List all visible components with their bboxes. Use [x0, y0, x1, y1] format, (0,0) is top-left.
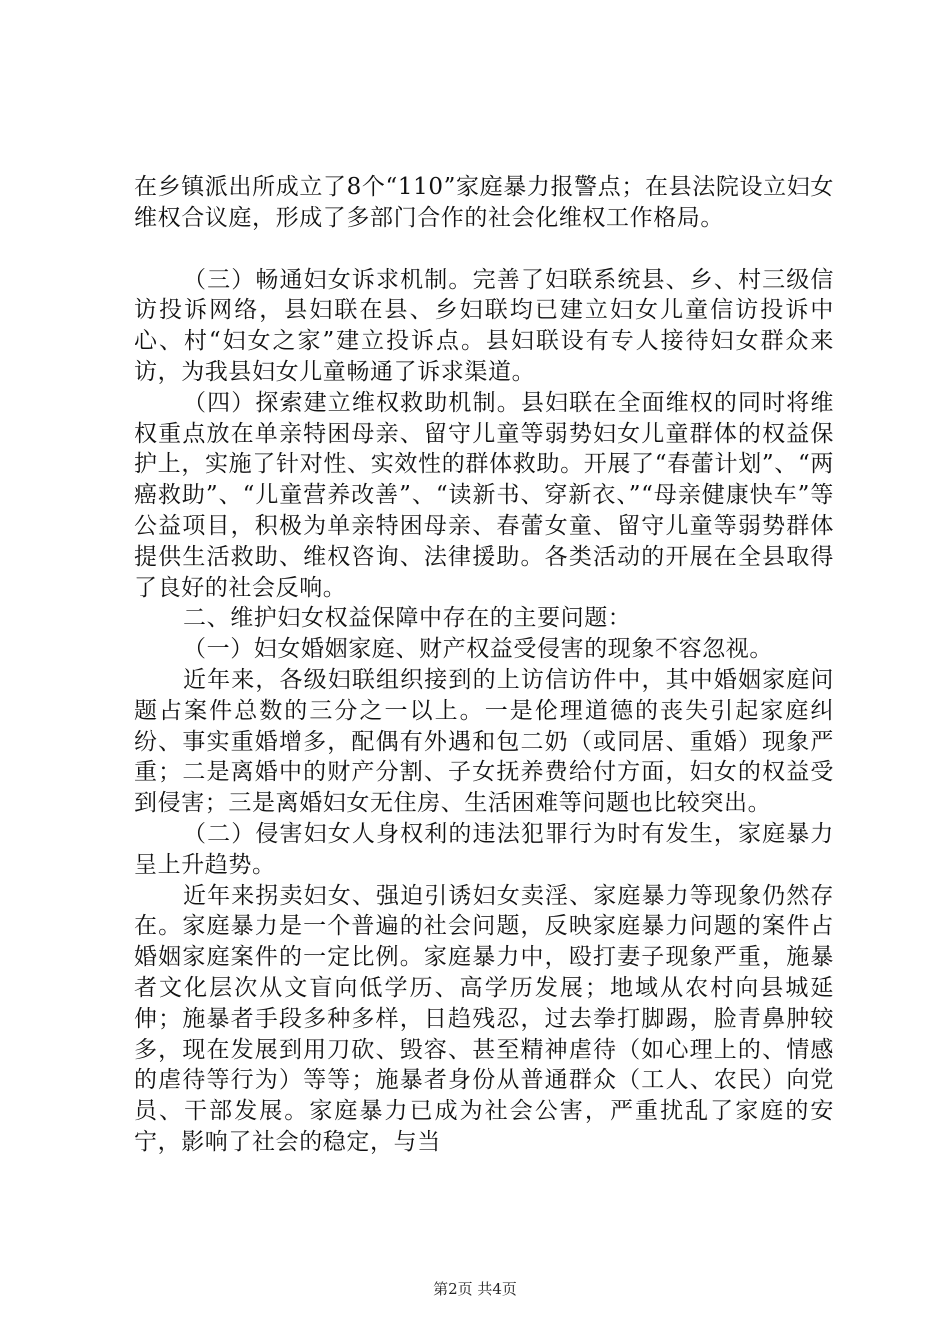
subheading-problem-2: （二）侵害妇女人身权利的违法犯罪行为时有发生，家庭暴力呈上升趋势。	[134, 820, 834, 878]
paragraph-section-4: （四）探索建立维权救助机制。县妇联在全面维权的同时将维权重点放在单亲特困母亲、留守儿童等弱势妇女儿童群体的权益保护上，实施了针对性、实效性的群体救助。开展了“春蕾计划”、“两癌救助”、“儿童营养改善”、“读新书、穿新衣、”“母亲健康快车”等公益项目，积极为单亲特困母亲、春蕾女童、留守儿童等弱势群体提供生活救助、维权咨询、法律援助。各类活动的开展在全县取得了良好的社会反响。	[134, 389, 834, 601]
paragraph-section-3: （三）畅通妇女诉求机制。完善了妇联系统县、乡、村三级信访投诉网络，县妇联在县、乡妇联均已建立妇女儿童信访投诉中心、村“妇女之家”建立投诉点。县妇联设有专人接待妇女群众来访，为我县妇女儿童畅通了诉求渠道。	[134, 266, 834, 385]
paragraph-problem-2: 近年来拐卖妇女、强迫引诱妇女卖淫、家庭暴力等现象仍然存在。家庭暴力是一个普遍的社会问题，反映家庭暴力问题的案件占婚姻家庭案件的一定比例。家庭暴力中，殴打妻子现象严重，施暴者文化层次从文盲向低学历、高学历发展；地域从农村向县城延伸；施暴者手段多种多样，日趋残忍，过去拳打脚踢，脸青鼻肿较多，现在发展到用刀砍、毁容、甚至精神虐待（如心理上的、情感的虐待等行为）等等；施暴者身份从普通群众（工人、农民）向党员、干部发展。家庭暴力已成为社会公害，严重扰乱了家庭的安宁，影响了社会的稳定，与当	[134, 882, 834, 1155]
heading-main-problems: 二、维护妇女权益保障中存在的主要问题：	[183, 605, 632, 632]
paragraph-problem-1: 近年来，各级妇联组织接到的上访信访件中，其中婚姻家庭问题占案件总数的三分之一以上。一是伦理道德的丧失引起家庭纠纷、事实重婚增多，配偶有外遇和包二奶（或同居、重婚）现象严重；二是离婚中的财产分割、子女抚养费给付方面，妇女的权益受到侵害；三是离婚妇女无住房、生活困难等问题也比较突出。	[134, 666, 834, 817]
paragraph-continuation: 在乡镇派出所成立了8个“110”家庭暴力报警点；在县法院设立妇女维权合议庭，形成了多部门合作的社会化维权工作格局。	[134, 174, 834, 231]
page-footer: 第2页 共4页	[433, 1280, 517, 1298]
subheading-problem-1: （一）妇女婚姻家庭、财产权益受侵害的现象不容忽视。	[183, 636, 773, 663]
document-body	[134, 172, 834, 1158]
